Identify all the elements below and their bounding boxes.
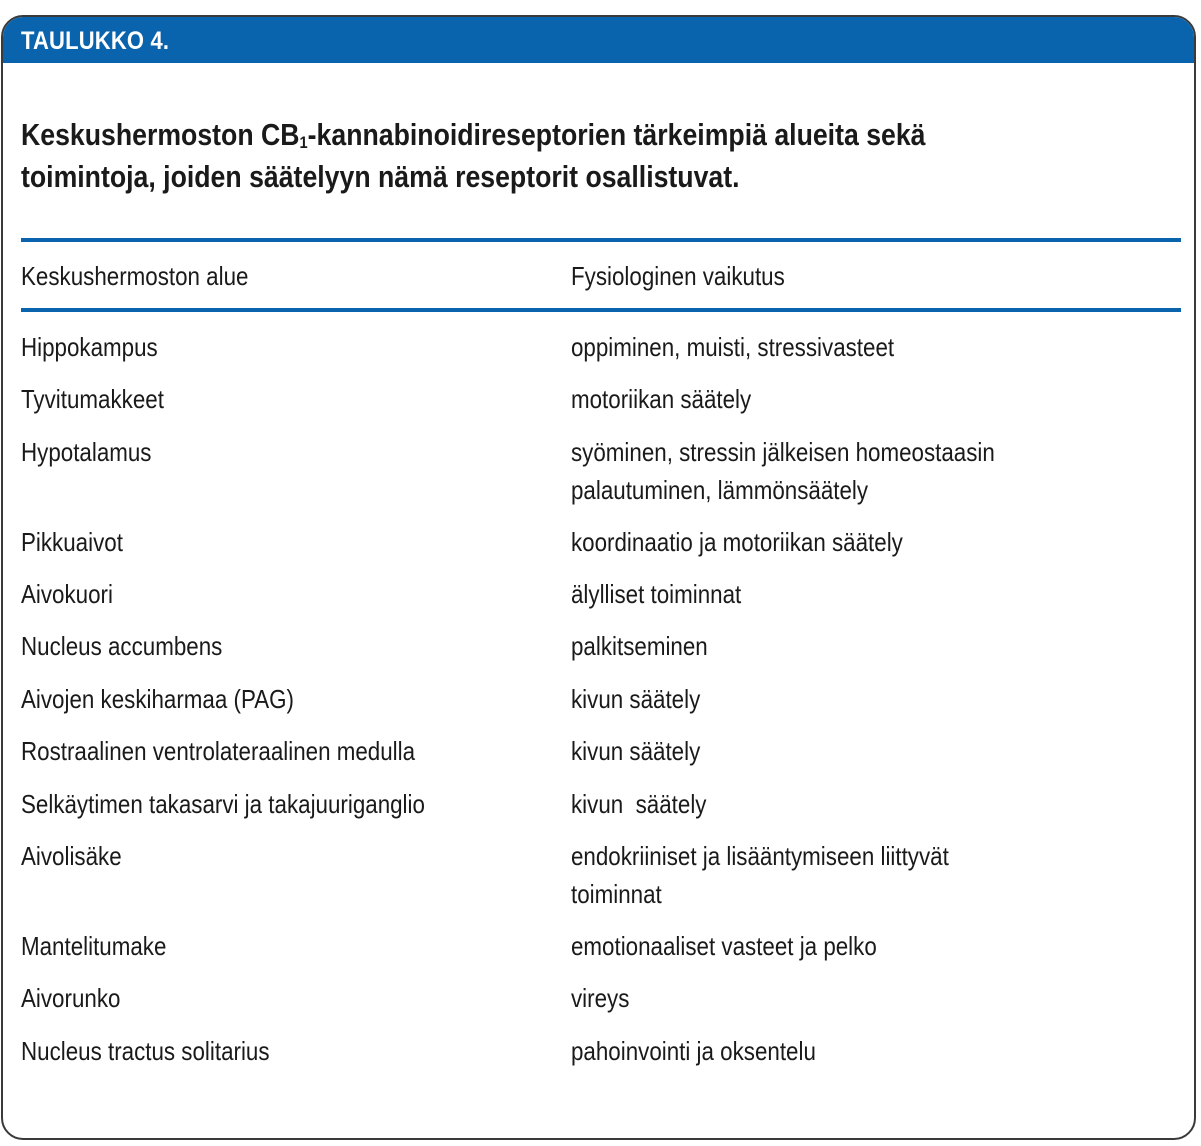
- table-row-effect: toiminnat: [571, 879, 662, 909]
- table-row-effect: palkitseminen: [571, 631, 708, 661]
- table-row-effect: motoriikan säätely: [571, 384, 752, 414]
- table-row-region: Aivorunko: [21, 983, 121, 1013]
- table-row-region: Hippokampus: [21, 332, 158, 362]
- table-row-effect: kivun säätely: [571, 789, 707, 819]
- table-number-label: TAULUKKO 4.: [21, 27, 170, 55]
- table-card: [1, 15, 1196, 1140]
- column-header-effect: Fysiologinen vaikutus: [571, 261, 785, 291]
- table-row-region: Mantelitumake: [21, 931, 167, 961]
- table-row-effect: emotionaaliset vasteet ja pelko: [571, 931, 877, 961]
- table-row-region: Pikkuaivot: [21, 527, 123, 557]
- table-row-effect: älylliset toiminnat: [571, 579, 742, 609]
- caption-text-start: Keskushermoston CB: [21, 117, 300, 152]
- table-row-effect: vireys: [571, 983, 630, 1013]
- table-row-region: Nucleus accumbens: [21, 631, 223, 661]
- table-row-region: Rostraalinen ventrolateraalinen medulla: [21, 736, 416, 766]
- table-row-region: Aivolisäke: [21, 841, 122, 871]
- table-header-rule: [21, 308, 1181, 312]
- table-row-effect: kivun säätely: [571, 684, 701, 714]
- table-top-rule: [21, 238, 1181, 242]
- table-row-region: Tyvitumakkeet: [21, 384, 164, 414]
- table-header-bar: [3, 17, 1194, 63]
- column-header-region: Keskushermoston alue: [21, 261, 249, 291]
- table-row-effect: palautuminen, lämmönsäätely: [571, 475, 869, 505]
- table-row-effect: pahoinvointi ja oksentelu: [571, 1036, 816, 1066]
- table-row-effect: endokriiniset ja lisääntymiseen liittyvät: [571, 841, 949, 871]
- table-row-region: Aivojen keskiharmaa (PAG): [21, 684, 294, 714]
- table-row-region: Selkäytimen takasarvi ja takajuuriganglio: [21, 789, 425, 819]
- caption-subscript: 1: [299, 133, 308, 152]
- table-row-region: Nucleus tractus solitarius: [21, 1036, 270, 1066]
- caption-text-end: -kannabinoidireseptorien tärkeimpiä alueita sekä: [307, 117, 926, 152]
- caption-line-2: toimintoja, joiden säätelyyn nämä reseptorit osallistuvat.: [21, 159, 740, 194]
- table-row-region: Aivokuori: [21, 579, 113, 609]
- table-row-region: Hypotalamus: [21, 437, 152, 467]
- table-row-effect: syöminen, stressin jälkeisen homeostaasin: [571, 437, 995, 467]
- table-row-effect: oppiminen, muisti, stressivasteet: [571, 332, 895, 362]
- table-row-effect: kivun säätely: [571, 736, 701, 766]
- table-caption: [21, 114, 1036, 198]
- table-row-effect: koordinaatio ja motoriikan säätely: [571, 527, 903, 557]
